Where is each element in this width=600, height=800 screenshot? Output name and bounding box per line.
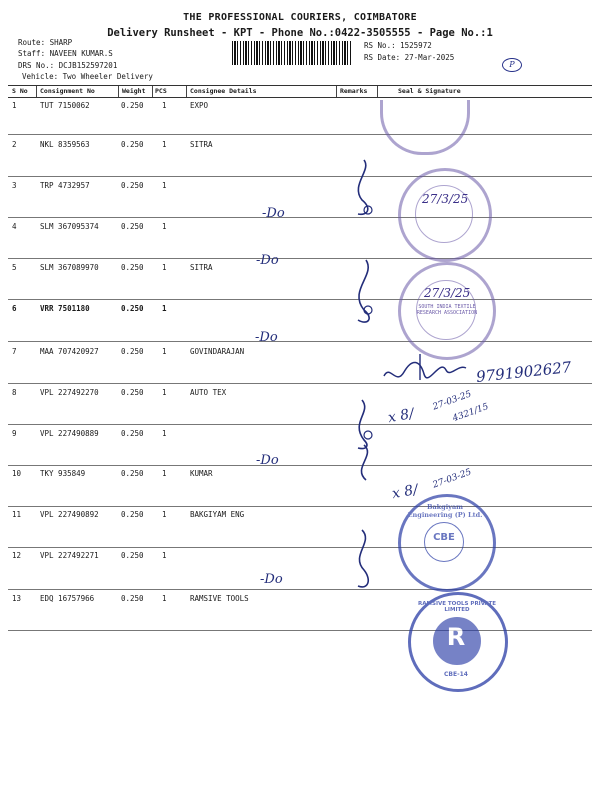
row-consignment: VRR 7501180 xyxy=(40,304,90,313)
table-row xyxy=(0,510,600,550)
sitra-stamp xyxy=(398,168,492,262)
bakgiyam-stamp-center: CBE xyxy=(433,532,455,543)
col-weight: Weight xyxy=(122,87,146,95)
ramsive-stamp-text: RAMSIVE TOOLS PRIVATE LIMITED xyxy=(418,601,496,613)
row-sno: 11 xyxy=(12,510,22,519)
ramsive-stamp xyxy=(408,592,508,692)
row-pcs: 1 xyxy=(162,101,167,110)
circled-mark-icon: P xyxy=(502,58,522,72)
row-sno: 3 xyxy=(12,181,17,190)
ditto-mark: -Do xyxy=(256,453,279,468)
row-consignee: KUMAR xyxy=(190,469,213,478)
row-divider xyxy=(8,299,592,300)
row-pcs: 1 xyxy=(162,347,167,356)
row-weight: 0.250 xyxy=(121,429,144,438)
row-consignee: SITRA xyxy=(190,263,213,272)
row-divider xyxy=(8,465,592,466)
ditto-mark: -Do xyxy=(255,330,278,345)
row-consignee: RAMSIVE TOOLS xyxy=(190,594,249,603)
row-consignment: MAA 707420927 xyxy=(40,347,99,356)
row-pcs: 1 xyxy=(162,304,167,313)
row-divider xyxy=(8,176,592,177)
stamp-date: 27/3/25 xyxy=(424,286,471,300)
row-weight: 0.250 xyxy=(121,388,144,397)
ditto-mark: -Do xyxy=(260,572,283,587)
row-consignee: SITRA xyxy=(190,140,213,149)
table-row xyxy=(0,101,600,141)
row-pcs: 1 xyxy=(162,140,167,149)
row-pcs: 1 xyxy=(162,263,167,272)
row-weight: 0.250 xyxy=(121,181,144,190)
row-sno: 12 xyxy=(12,551,22,560)
row-consignment: EDQ 16757966 xyxy=(40,594,95,603)
row-consignee: BAKGIYAM ENG xyxy=(190,510,245,519)
row-consignment: SLM 367095374 xyxy=(40,222,99,231)
row-weight: 0.250 xyxy=(121,510,144,519)
tick-mark: x 8/ xyxy=(390,481,420,503)
remarks-signatures xyxy=(342,150,390,650)
row-divider xyxy=(8,341,592,342)
row-consignment: VPL 227490889 xyxy=(40,429,99,438)
row7-phone: 9791902627 xyxy=(475,358,573,386)
row-consignment: VPL 227492270 xyxy=(40,388,99,397)
col-divider xyxy=(152,86,153,97)
row-sno: 4 xyxy=(12,222,17,231)
row-pcs: 1 xyxy=(162,181,167,190)
row-divider xyxy=(8,134,592,135)
row-consignment: VPL 227492271 xyxy=(40,551,99,560)
col-divider xyxy=(186,86,187,97)
row-pcs: 1 xyxy=(162,551,167,560)
row-pcs: 1 xyxy=(162,222,167,231)
row-consignment: TKY 935849 xyxy=(40,469,86,478)
row-divider xyxy=(8,217,592,218)
tick-mark: x 8/ xyxy=(386,405,416,427)
table-row xyxy=(0,388,600,428)
table-row xyxy=(0,551,600,591)
row7-signature xyxy=(380,350,470,390)
row-sno: 6 xyxy=(12,304,17,313)
company-title: THE PROFESSIONAL COURIERS, COIMBATORE xyxy=(183,12,417,23)
row-weight: 0.250 xyxy=(121,594,144,603)
table-row xyxy=(0,594,600,634)
col-sno: S No xyxy=(12,87,28,95)
row-sno: 9 xyxy=(12,429,17,438)
route-label: Route: SHARP xyxy=(18,38,73,47)
row-divider xyxy=(8,589,592,590)
row8-date: 27-03-25 xyxy=(431,389,473,413)
row-consignment: NKL 8359563 xyxy=(40,140,90,149)
staff-label: Staff: NAVEEN KUMAR.S xyxy=(18,49,113,58)
row-divider xyxy=(8,424,592,425)
drs-label: DRS No.: DCJB152597201 xyxy=(18,61,118,70)
sitra-stamp-text: SOUTH INDIA TEXTILE RESEARCH ASSOCIATION xyxy=(416,304,478,316)
vehicle-label: Vehicle: Two Wheeler Delivery xyxy=(22,72,153,81)
col-divider xyxy=(36,86,37,97)
row-weight: 0.250 xyxy=(121,469,144,478)
col-remarks: Remarks xyxy=(340,87,368,95)
row-sno: 13 xyxy=(12,594,22,603)
col-seal: Seal & Signature xyxy=(398,87,461,95)
row-consignment: SLM 367089970 xyxy=(40,263,99,272)
row-sno: 7 xyxy=(12,347,17,356)
row-sno: 5 xyxy=(12,263,17,272)
stamp-date: 27/3/25 xyxy=(422,192,469,206)
table-row xyxy=(0,140,600,180)
row-weight: 0.250 xyxy=(121,101,144,110)
row-consignee: EXPO xyxy=(190,101,209,110)
col-pcs: PCS xyxy=(155,87,167,95)
row-divider xyxy=(8,506,592,507)
row-pcs: 1 xyxy=(162,388,167,397)
header-top-rule xyxy=(8,85,592,86)
row-weight: 0.250 xyxy=(121,263,144,272)
row-pcs: 1 xyxy=(162,469,167,478)
table-row xyxy=(0,429,600,469)
table-row xyxy=(0,304,600,344)
col-divider xyxy=(377,86,378,97)
rs-date: RS Date: 27-Mar-2025 xyxy=(364,53,455,62)
bakgiyam-stamp xyxy=(398,494,496,592)
header-bottom-rule xyxy=(8,97,592,98)
row-weight: 0.250 xyxy=(121,304,144,313)
row10-date: 27-03-25 xyxy=(431,467,473,491)
row-weight: 0.250 xyxy=(121,347,144,356)
row-weight: 0.250 xyxy=(121,140,144,149)
row-sno: 8 xyxy=(12,388,17,397)
row-weight: 0.250 xyxy=(121,551,144,560)
row-consignee: GOVINDARAJAN xyxy=(190,347,245,356)
col-divider xyxy=(336,86,337,97)
table-row xyxy=(0,181,600,221)
row-sno: 1 xyxy=(12,101,17,110)
table-row xyxy=(0,263,600,303)
row-divider xyxy=(8,258,592,259)
row-divider xyxy=(8,547,592,548)
rs-number: RS No.: 1525972 xyxy=(364,41,432,50)
ditto-mark: -Do xyxy=(256,253,279,268)
ditto-mark: -Do xyxy=(262,206,285,221)
bakgiyam-stamp-text: Bakgiyam Engineering (P) Ltd. xyxy=(407,503,483,519)
col-divider xyxy=(118,86,119,97)
row8-note: 4321/15 xyxy=(451,401,490,425)
row-consignment: VPL 227490892 xyxy=(40,510,99,519)
row-pcs: 1 xyxy=(162,510,167,519)
row-pcs: 1 xyxy=(162,594,167,603)
table-row xyxy=(0,469,600,509)
barcode xyxy=(232,41,352,65)
col-consignee: Consignee Details xyxy=(190,87,257,95)
row-sno: 10 xyxy=(12,469,22,478)
ramsive-stamp-city: CBE-14 xyxy=(444,671,468,678)
runsheet-subtitle: Delivery Runsheet - KPT - Phone No.:0422-3505555 - Page No.:1 xyxy=(107,27,493,39)
row-consignee: AUTO TEX xyxy=(190,388,227,397)
row-weight: 0.250 xyxy=(121,222,144,231)
row-divider xyxy=(8,383,592,384)
col-consignment: Consignment No xyxy=(40,87,95,95)
row-consignment: TUT 7150062 xyxy=(40,101,90,110)
row-sno: 2 xyxy=(12,140,17,149)
row-consignment: TRP 4732957 xyxy=(40,181,90,190)
ramsive-stamp-center: R xyxy=(446,623,466,651)
row-pcs: 1 xyxy=(162,429,167,438)
table-row xyxy=(0,222,600,262)
